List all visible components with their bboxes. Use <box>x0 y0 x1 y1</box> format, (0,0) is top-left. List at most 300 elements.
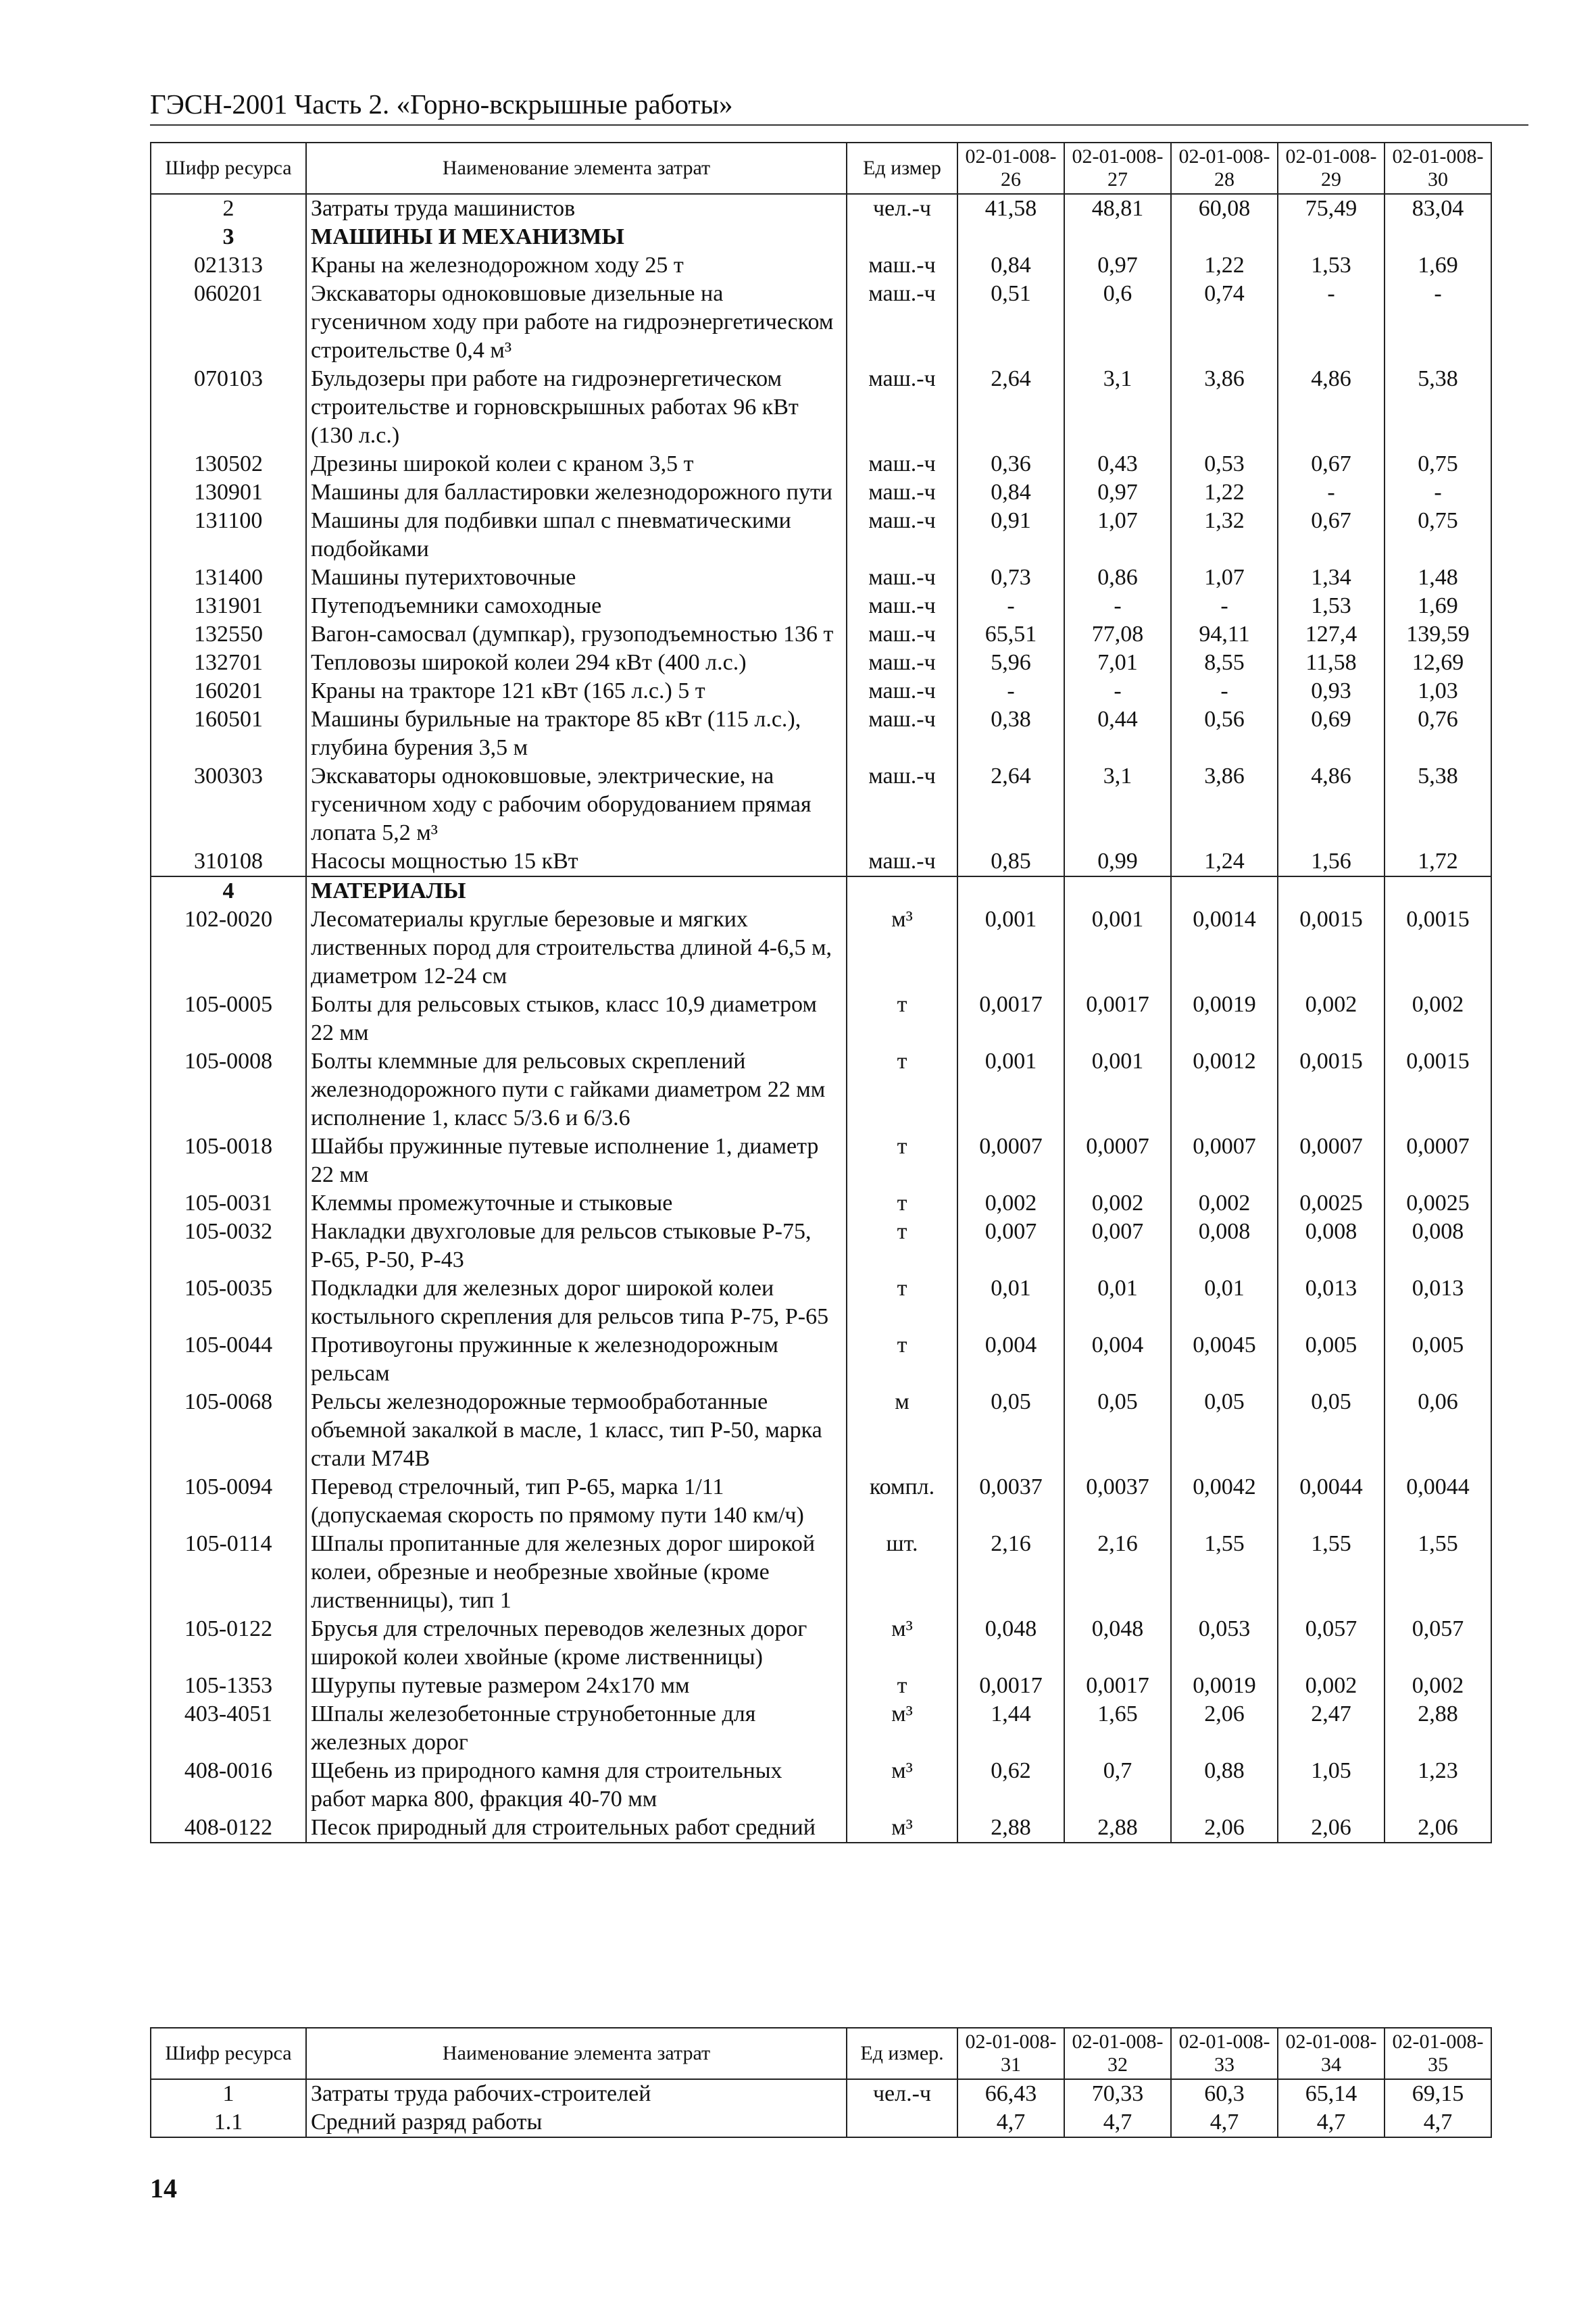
norm-value-cell: 2,88 <box>1385 1700 1491 1757</box>
norm-value-cell: 0,002 <box>1064 1189 1171 1218</box>
unit-cell: шт. <box>847 1530 957 1615</box>
norm-value-cell: 0,7 <box>1064 1757 1171 1814</box>
norm-value-cell: 7,01 <box>1064 649 1171 677</box>
norm-value-cell: 0,002 <box>1171 1189 1278 1218</box>
resource-name-cell: Машины бурильные на тракторе 85 кВт (115 л.с.), глубина бурения 3,5 м <box>306 705 847 762</box>
unit-cell: м³ <box>847 1700 957 1757</box>
resource-code-cell: 021313 <box>151 251 306 280</box>
resource-name-cell: Шпалы пропитанные для железных дорог широкой колеи, обрезные и необрезные хвойные (кроме лиственницы), тип 1 <box>306 1530 847 1615</box>
norm-value-cell <box>957 223 1064 251</box>
norm-value-cell: 0,99 <box>1064 847 1171 876</box>
norm-value-cell: 5,96 <box>957 649 1064 677</box>
table-row <box>151 1700 1491 1757</box>
table-row <box>151 2108 1491 2137</box>
norm-value-cell: 69,15 <box>1385 2079 1491 2108</box>
norm-value-cell: 11,58 <box>1278 649 1385 677</box>
resource-code-cell: 408-0016 <box>151 1757 306 1814</box>
norm-value-cell: 0,0019 <box>1171 991 1278 1047</box>
unit-cell: т <box>847 1218 957 1274</box>
norm-value-cell: 0,01 <box>957 1274 1064 1331</box>
norm-value-cell: 0,0017 <box>1064 1672 1171 1700</box>
table-row <box>151 450 1491 478</box>
norm-value-cell: 1,03 <box>1385 677 1491 705</box>
col-header-name: Наименование элемента затрат <box>306 2028 847 2079</box>
resource-name-cell: Шпалы железобетонные струнобетонные для железных дорог <box>306 1700 847 1757</box>
norm-value-cell: 2,64 <box>957 365 1064 450</box>
resource-code-cell: 105-0018 <box>151 1132 306 1189</box>
norm-value-cell: 0,002 <box>1385 1672 1491 1700</box>
resource-code-cell: 105-0068 <box>151 1388 306 1473</box>
unit-cell: м <box>847 1388 957 1473</box>
norm-value-cell: - <box>1385 280 1491 365</box>
table-row <box>151 507 1491 564</box>
norm-value-cell <box>1064 876 1171 905</box>
table-row <box>151 251 1491 280</box>
resource-code-cell: 310108 <box>151 847 306 876</box>
norm-value-cell: 4,86 <box>1278 365 1385 450</box>
table-row <box>151 1473 1491 1530</box>
norm-value-cell: 4,7 <box>1171 2108 1278 2137</box>
norm-value-cell: 127,4 <box>1278 620 1385 649</box>
norm-value-cell: 0,97 <box>1064 478 1171 507</box>
norm-value-cell: 0,88 <box>1171 1757 1278 1814</box>
table-row <box>151 1218 1491 1274</box>
table-row <box>151 991 1491 1047</box>
resource-name-cell: Шайбы пружинные путевые исполнение 1, диаметр 22 мм <box>306 1132 847 1189</box>
resource-name-cell: Путеподъемники самоходные <box>306 592 847 620</box>
norm-value-cell: 0,053 <box>1171 1615 1278 1672</box>
norm-value-cell: 0,0015 <box>1385 905 1491 991</box>
norm-value-cell: 0,0017 <box>957 1672 1064 1700</box>
resource-code-cell: 408-0122 <box>151 1814 306 1843</box>
table-row <box>151 194 1491 223</box>
resource-name-cell: Бульдозеры при работе на гидроэнергетическом строительстве и горновскрышных работах 96 кВт (130 л.с.) <box>306 365 847 450</box>
norm-value-cell: 1,53 <box>1278 592 1385 620</box>
resource-name-cell: Перевод стрелочный, тип Р-65, марка 1/11 (допускаемая скорость по прямому пути 140 км/ч) <box>306 1473 847 1530</box>
norm-value-cell: 0,004 <box>1064 1331 1171 1388</box>
norm-value-cell: 2,64 <box>957 762 1064 847</box>
unit-cell <box>847 223 957 251</box>
unit-cell: маш.-ч <box>847 847 957 876</box>
norm-value-cell: 0,001 <box>1064 905 1171 991</box>
resource-code-cell: 130901 <box>151 478 306 507</box>
norm-value-cell: 0,86 <box>1064 564 1171 592</box>
norm-value-cell: - <box>1278 280 1385 365</box>
norm-value-cell: 0,05 <box>957 1388 1064 1473</box>
norm-value-cell: 2,88 <box>1064 1814 1171 1843</box>
norm-value-cell: 8,55 <box>1171 649 1278 677</box>
resource-name-cell: Краны на железнодорожном ходу 25 т <box>306 251 847 280</box>
table-body <box>151 194 1491 1843</box>
table-row <box>151 1814 1491 1843</box>
norm-value-cell: - <box>957 677 1064 705</box>
norm-value-cell: 0,56 <box>1171 705 1278 762</box>
unit-cell: маш.-ч <box>847 762 957 847</box>
norm-value-cell: 0,06 <box>1385 1388 1491 1473</box>
norm-value-cell: 0,0007 <box>1385 1132 1491 1189</box>
resource-table-1 <box>150 142 1492 1843</box>
col-header-norm: 02-01-008-33 <box>1171 2028 1278 2079</box>
norm-value-cell: 1,65 <box>1064 1700 1171 1757</box>
norm-value-cell: 1,53 <box>1278 251 1385 280</box>
norm-value-cell: 4,86 <box>1278 762 1385 847</box>
norm-value-cell <box>1385 223 1491 251</box>
table-row <box>151 365 1491 450</box>
norm-value-cell: 0,0045 <box>1171 1331 1278 1388</box>
norm-value-cell: 0,057 <box>1385 1615 1491 1672</box>
resource-code-cell: 130502 <box>151 450 306 478</box>
norm-value-cell <box>1064 223 1171 251</box>
unit-cell: т <box>847 991 957 1047</box>
table-header-row <box>151 2028 1491 2079</box>
norm-value-cell: 3,1 <box>1064 762 1171 847</box>
norm-value-cell: 0,008 <box>1385 1218 1491 1274</box>
resource-name-cell: Насосы мощностью 15 кВт <box>306 847 847 876</box>
norm-value-cell: 0,93 <box>1278 677 1385 705</box>
resource-code-cell: 131400 <box>151 564 306 592</box>
norm-value-cell: 0,84 <box>957 251 1064 280</box>
unit-cell: маш.-ч <box>847 507 957 564</box>
norm-value-cell: 1,07 <box>1064 507 1171 564</box>
unit-cell: т <box>847 1331 957 1388</box>
norm-value-cell: 60,3 <box>1171 2079 1278 2108</box>
document-header <box>150 86 1528 126</box>
resource-code-cell: 105-0114 <box>151 1530 306 1615</box>
norm-value-cell: 0,67 <box>1278 450 1385 478</box>
norm-value-cell: 0,36 <box>957 450 1064 478</box>
norm-value-cell: 2,06 <box>1278 1814 1385 1843</box>
norm-value-cell: 0,0044 <box>1278 1473 1385 1530</box>
norm-value-cell: 0,005 <box>1278 1331 1385 1388</box>
table-row <box>151 478 1491 507</box>
norm-value-cell: 0,38 <box>957 705 1064 762</box>
table-row <box>151 1672 1491 1700</box>
col-header-norm: 02-01-008-34 <box>1278 2028 1385 2079</box>
norm-value-cell: 0,75 <box>1385 507 1491 564</box>
norm-value-cell: 4,7 <box>957 2108 1064 2137</box>
norm-value-cell: 0,007 <box>957 1218 1064 1274</box>
norm-value-cell: - <box>1171 592 1278 620</box>
resource-name-cell: Лесоматериалы круглые березовые и мягких лиственных пород для строительства длиной 4-6,5 м, диаметром 12-24 см <box>306 905 847 991</box>
norm-value-cell: 1,32 <box>1171 507 1278 564</box>
norm-value-cell: 0,62 <box>957 1757 1064 1814</box>
col-header-norm: 02-01-008-28 <box>1171 143 1278 194</box>
norm-value-cell: 0,67 <box>1278 507 1385 564</box>
unit-cell <box>847 2108 957 2137</box>
norm-value-cell: 0,44 <box>1064 705 1171 762</box>
resource-code-cell: 105-0035 <box>151 1274 306 1331</box>
unit-cell: маш.-ч <box>847 705 957 762</box>
resource-code-cell: 105-0031 <box>151 1189 306 1218</box>
resource-code-cell: 1 <box>151 2079 306 2108</box>
norm-value-cell: 1,34 <box>1278 564 1385 592</box>
norm-value-cell: 0,004 <box>957 1331 1064 1388</box>
norm-value-cell: 0,0037 <box>1064 1473 1171 1530</box>
norm-value-cell: 1,55 <box>1278 1530 1385 1615</box>
norm-value-cell: 2,47 <box>1278 1700 1385 1757</box>
resource-code-cell: 105-0044 <box>151 1331 306 1388</box>
page-number: 14 <box>150 2173 177 2204</box>
table-row <box>151 649 1491 677</box>
norm-value-cell: 139,59 <box>1385 620 1491 649</box>
norm-value-cell: 0,85 <box>957 847 1064 876</box>
norm-value-cell: 0,001 <box>957 905 1064 991</box>
resource-name-cell: Затраты труда рабочих-строителей <box>306 2079 847 2108</box>
unit-cell: т <box>847 1274 957 1331</box>
resource-code-cell: 2 <box>151 194 306 223</box>
norm-value-cell <box>1278 876 1385 905</box>
norm-value-cell: 0,008 <box>1278 1218 1385 1274</box>
norm-value-cell: 0,002 <box>1278 1672 1385 1700</box>
norm-value-cell: 0,013 <box>1385 1274 1491 1331</box>
col-header-norm: 02-01-008-29 <box>1278 143 1385 194</box>
norm-value-cell: 0,51 <box>957 280 1064 365</box>
resource-code-cell: 131100 <box>151 507 306 564</box>
resource-name-cell: Вагон-самосвал (думпкар), грузоподъемностью 136 т <box>306 620 847 649</box>
norm-value-cell: 1,23 <box>1385 1757 1491 1814</box>
table-row <box>151 677 1491 705</box>
norm-value-cell: 0,0012 <box>1171 1047 1278 1132</box>
resource-name-cell: Краны на тракторе 121 кВт (165 л.с.) 5 т <box>306 677 847 705</box>
norm-value-cell: 1,55 <box>1385 1530 1491 1615</box>
resource-code-cell: 105-0122 <box>151 1615 306 1672</box>
resource-code-cell: 102-0020 <box>151 905 306 991</box>
norm-value-cell: 0,0007 <box>1278 1132 1385 1189</box>
resource-name-cell: Машины путерихтовочные <box>306 564 847 592</box>
resource-name-cell: МАШИНЫ И МЕХАНИЗМЫ <box>306 223 847 251</box>
resource-code-cell: 3 <box>151 223 306 251</box>
norm-value-cell: 0,002 <box>1278 991 1385 1047</box>
resource-code-cell: 060201 <box>151 280 306 365</box>
norm-value-cell: 0,97 <box>1064 251 1171 280</box>
resource-code-cell: 131901 <box>151 592 306 620</box>
table-row <box>151 1388 1491 1473</box>
norm-value-cell: 2,16 <box>1064 1530 1171 1615</box>
resource-name-cell: Затраты труда машинистов <box>306 194 847 223</box>
resource-name-cell: Щебень из природного камня для строительных работ марка 800, фракция 40-70 мм <box>306 1757 847 1814</box>
norm-value-cell: 48,81 <box>1064 194 1171 223</box>
resource-code-cell: 105-0032 <box>151 1218 306 1274</box>
resource-code-cell: 105-1353 <box>151 1672 306 1700</box>
unit-cell: маш.-ч <box>847 564 957 592</box>
col-header-norm: 02-01-008-31 <box>957 2028 1064 2079</box>
norm-value-cell: 0,43 <box>1064 450 1171 478</box>
resource-name-cell: Рельсы железнодорожные термообработанные объемной закалкой в масле, 1 класс, тип Р-50, марка стали М74В <box>306 1388 847 1473</box>
unit-cell <box>847 876 957 905</box>
norm-value-cell: 0,013 <box>1278 1274 1385 1331</box>
norm-value-cell: 70,33 <box>1064 2079 1171 2108</box>
table-row <box>151 1615 1491 1672</box>
norm-value-cell: 0,05 <box>1278 1388 1385 1473</box>
norm-value-cell: 0,05 <box>1171 1388 1278 1473</box>
norm-value-cell: - <box>957 592 1064 620</box>
norm-value-cell: 3,86 <box>1171 762 1278 847</box>
norm-value-cell: 0,0025 <box>1278 1189 1385 1218</box>
table-row <box>151 1274 1491 1331</box>
norm-value-cell: 4,7 <box>1278 2108 1385 2137</box>
norm-value-cell: 5,38 <box>1385 762 1491 847</box>
resource-code-cell: 105-0005 <box>151 991 306 1047</box>
unit-cell: т <box>847 1047 957 1132</box>
unit-cell: м³ <box>847 905 957 991</box>
table-row <box>151 1189 1491 1218</box>
norm-value-cell: 41,58 <box>957 194 1064 223</box>
norm-value-cell: 0,001 <box>957 1047 1064 1132</box>
resource-table-2 <box>150 2027 1492 2138</box>
norm-value-cell <box>1278 223 1385 251</box>
norm-value-cell <box>1171 223 1278 251</box>
norm-value-cell: 0,002 <box>1385 991 1491 1047</box>
norm-value-cell: 3,86 <box>1171 365 1278 450</box>
norm-value-cell: 60,08 <box>1171 194 1278 223</box>
header-title: ГЭСН-2001 Часть 2. «Горно-вскрышные работы» <box>150 89 733 120</box>
norm-value-cell: 66,43 <box>957 2079 1064 2108</box>
resource-name-cell: Подкладки для железных дорог широкой колеи костыльного скрепления для рельсов типа Р-75, Р-65 <box>306 1274 847 1331</box>
resource-code-cell: 132701 <box>151 649 306 677</box>
norm-value-cell: 94,11 <box>1171 620 1278 649</box>
resource-name-cell: Противоугоны пружинные к железнодорожным рельсам <box>306 1331 847 1388</box>
table-row <box>151 280 1491 365</box>
norm-value-cell: 0,0025 <box>1385 1189 1491 1218</box>
norm-value-cell: 0,01 <box>1064 1274 1171 1331</box>
norm-value-cell: 2,88 <box>957 1814 1064 1843</box>
unit-cell: маш.-ч <box>847 677 957 705</box>
table-row <box>151 620 1491 649</box>
resource-code-cell: 105-0008 <box>151 1047 306 1132</box>
unit-cell: маш.-ч <box>847 251 957 280</box>
col-header-unit: Ед измер. <box>847 2028 957 2079</box>
norm-value-cell: 1,72 <box>1385 847 1491 876</box>
norm-value-cell: 75,49 <box>1278 194 1385 223</box>
norm-value-cell: 0,0017 <box>957 991 1064 1047</box>
norm-value-cell: 3,1 <box>1064 365 1171 450</box>
table-row <box>151 905 1491 991</box>
table-row <box>151 2079 1491 2108</box>
norm-value-cell: 65,51 <box>957 620 1064 649</box>
norm-value-cell: 1,22 <box>1171 478 1278 507</box>
resource-name-cell: Накладки двухголовые для рельсов стыковые Р-75, Р-65, Р-50, Р-43 <box>306 1218 847 1274</box>
norm-value-cell: 2,06 <box>1171 1814 1278 1843</box>
norm-value-cell: 0,005 <box>1385 1331 1491 1388</box>
norm-value-cell: 77,08 <box>1064 620 1171 649</box>
norm-value-cell: 0,002 <box>957 1189 1064 1218</box>
resource-code-cell: 1.1 <box>151 2108 306 2137</box>
resource-name-cell: Болты для рельсовых стыков, класс 10,9 диаметром 22 мм <box>306 991 847 1047</box>
norm-value-cell: 83,04 <box>1385 194 1491 223</box>
resource-name-cell: Болты клеммные для рельсовых скреплений железнодорожного пути с гайками диаметром 22 мм исполнение 1, класс 5/3.6 и 6/3.6 <box>306 1047 847 1132</box>
resource-code-cell: 403-4051 <box>151 1700 306 1757</box>
norm-value-cell: 0,0007 <box>957 1132 1064 1189</box>
unit-cell: м³ <box>847 1757 957 1814</box>
norm-value-cell: - <box>1064 677 1171 705</box>
norm-value-cell: 1,69 <box>1385 592 1491 620</box>
norm-value-cell: 1,48 <box>1385 564 1491 592</box>
resource-name-cell: Тепловозы широкой колеи 294 кВт (400 л.с.) <box>306 649 847 677</box>
table-row <box>151 847 1491 876</box>
resource-name-cell: Шурупы путевые размером 24х170 мм <box>306 1672 847 1700</box>
norm-value-cell: 12,69 <box>1385 649 1491 677</box>
norm-value-cell: 0,01 <box>1171 1274 1278 1331</box>
resource-code-cell: 160201 <box>151 677 306 705</box>
unit-cell: маш.-ч <box>847 365 957 450</box>
norm-value-cell: 1,56 <box>1278 847 1385 876</box>
norm-value-cell: 0,0015 <box>1385 1047 1491 1132</box>
col-header-norm: 02-01-008-27 <box>1064 143 1171 194</box>
resource-name-cell: Экскаваторы одноковшовые дизельные на гусеничном ходу при работе на гидроэнергетическом строительстве 0,4 м³ <box>306 280 847 365</box>
unit-cell: чел.-ч <box>847 2079 957 2108</box>
norm-value-cell: 0,0007 <box>1171 1132 1278 1189</box>
unit-cell: маш.-ч <box>847 620 957 649</box>
col-header-norm: 02-01-008-32 <box>1064 2028 1171 2079</box>
norm-value-cell: 0,001 <box>1064 1047 1171 1132</box>
col-header-unit: Ед измер <box>847 143 957 194</box>
unit-cell: т <box>847 1132 957 1189</box>
norm-value-cell: - <box>1064 592 1171 620</box>
resource-name-cell: Брусья для стрелочных переводов железных дорог широкой колеи хвойные (кроме лиственницы) <box>306 1615 847 1672</box>
resource-code-cell: 160501 <box>151 705 306 762</box>
section-row <box>151 876 1491 905</box>
unit-cell: компл. <box>847 1473 957 1530</box>
resource-code-cell: 300303 <box>151 762 306 847</box>
norm-value-cell: 2,06 <box>1385 1814 1491 1843</box>
norm-value-cell: 4,7 <box>1385 2108 1491 2137</box>
norm-value-cell <box>957 876 1064 905</box>
norm-value-cell: 0,53 <box>1171 450 1278 478</box>
table-row <box>151 1047 1491 1132</box>
norm-value-cell: 0,048 <box>1064 1615 1171 1672</box>
norm-value-cell: 1,69 <box>1385 251 1491 280</box>
norm-value-cell <box>1385 876 1491 905</box>
table-row <box>151 1757 1491 1814</box>
unit-cell: маш.-ч <box>847 649 957 677</box>
norm-value-cell: 0,74 <box>1171 280 1278 365</box>
norm-value-cell: 5,38 <box>1385 365 1491 450</box>
norm-value-cell: 1,24 <box>1171 847 1278 876</box>
table-row <box>151 1530 1491 1615</box>
norm-value-cell: 4,7 <box>1064 2108 1171 2137</box>
norm-value-cell: 0,0037 <box>957 1473 1064 1530</box>
resource-name-cell: МАТЕРИАЛЫ <box>306 876 847 905</box>
unit-cell: маш.-ч <box>847 450 957 478</box>
resource-code-cell: 4 <box>151 876 306 905</box>
norm-value-cell: 0,0015 <box>1278 905 1385 991</box>
unit-cell: м³ <box>847 1814 957 1843</box>
norm-value-cell: 0,0019 <box>1171 1672 1278 1700</box>
norm-value-cell: 65,14 <box>1278 2079 1385 2108</box>
norm-value-cell: 0,0014 <box>1171 905 1278 991</box>
col-header-code: Шифр ресурса <box>151 143 306 194</box>
norm-value-cell: 1,22 <box>1171 251 1278 280</box>
norm-value-cell: 0,0042 <box>1171 1473 1278 1530</box>
norm-value-cell: 1,05 <box>1278 1757 1385 1814</box>
unit-cell: маш.-ч <box>847 478 957 507</box>
resource-name-cell: Клеммы промежуточные и стыковые <box>306 1189 847 1218</box>
resource-code-cell: 132550 <box>151 620 306 649</box>
unit-cell: маш.-ч <box>847 592 957 620</box>
norm-value-cell: 0,84 <box>957 478 1064 507</box>
resource-name-cell: Машины для подбивки шпал с пневматическими подбойками <box>306 507 847 564</box>
resource-code-cell: 070103 <box>151 365 306 450</box>
unit-cell: т <box>847 1672 957 1700</box>
norm-value-cell: 0,057 <box>1278 1615 1385 1672</box>
table-row <box>151 705 1491 762</box>
col-header-norm: 02-01-008-30 <box>1385 143 1491 194</box>
unit-cell: чел.-ч <box>847 194 957 223</box>
norm-value-cell: 0,76 <box>1385 705 1491 762</box>
norm-value-cell: 1,44 <box>957 1700 1064 1757</box>
norm-value-cell: 0,007 <box>1064 1218 1171 1274</box>
norm-value-cell: 0,91 <box>957 507 1064 564</box>
